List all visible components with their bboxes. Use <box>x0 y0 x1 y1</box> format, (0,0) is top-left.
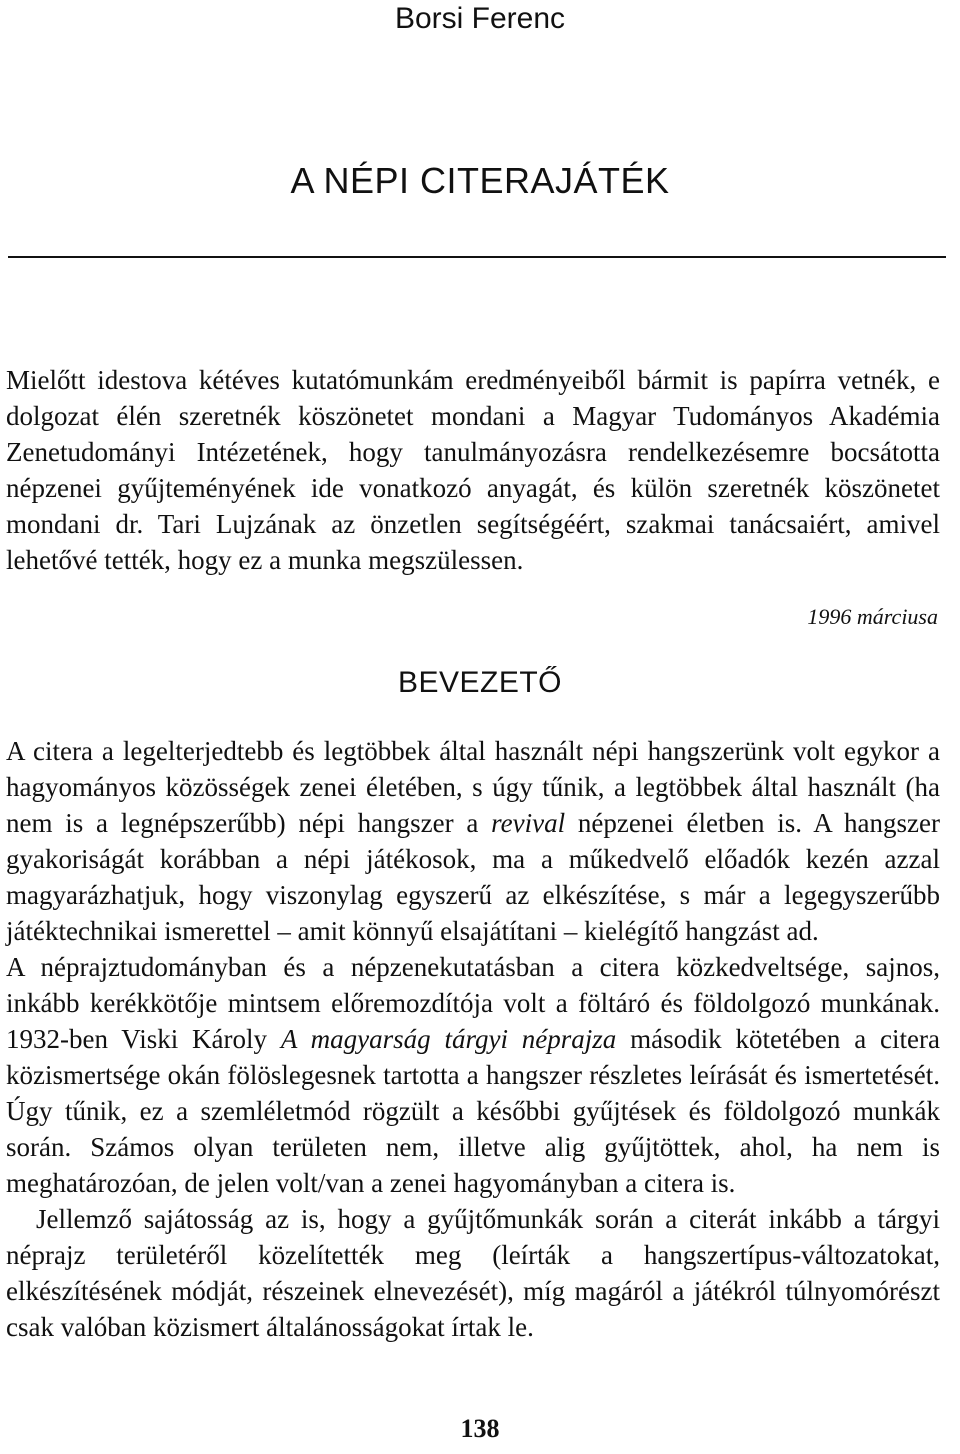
acknowledgement-date: 1996 márciusa <box>807 604 938 629</box>
p1-text-a: A citera a legelterjedtebb és legtöbbek által használt népi hangszerünk volt egykor a hagyományos közösségek zenei életében, s úgy tűnik, a legtöbbek által használt (ha nem is a legnépszerűbb) népi hangszer a <box>6 736 940 838</box>
body-paragraph-2 <box>6 949 940 1201</box>
p1-text-b: népzenei életben is. A hangszer gyakoriságát korábban a népi játékosok, ma a műkedvelő előadók kezén azzal magyarázhatjuk, hogy viszonylag egyszerű az elkészítése, s már a legegyszerűbb játéktechnikai ismerettel – amit könnyű elsajátítani – kielégítő hangzást ad. <box>6 808 940 946</box>
p2-book-title: A magyarság tárgyi néprajza <box>280 1024 617 1054</box>
acknowledgement-paragraph: Mielőtt idestova kétéves kutatómunkám eredményeiből bármit is papírra vetnék, e dolgozat élén szeretnék köszönetet mondani a Magyar Tudományos Akadémia Zenetudományi Intézetének, hogy tanulmányozásra rendelkezésemre bocsátotta népzenei gyűjteményének ide vonatkozó anyagát, és külön szeretnék köszönetet mondani dr. Tari Lujzának az önzetlen segítségéért, szakmai tanácsaiért, amivel lehetővé tették, hogy ez a munka megszülessen. <box>6 365 940 575</box>
author-name: Borsi Ferenc <box>394 2 566 35</box>
page-number: 138 <box>460 1414 500 1443</box>
body-paragraph-1 <box>6 733 940 949</box>
section-body <box>6 733 940 1345</box>
body-paragraph-3: Jellemző sajátosság az is, hogy a gyűjtőmunkák során a citerát inkább a tárgyi néprajz területéről közelítették meg (leírták a hangszertípus-változatokat, elkészítésének módját, részeinek elnevezését), míg magáról a játékról túlnyomórészt csak valóban közismert általánosságokat írtak le. <box>6 1204 940 1342</box>
section-heading: BEVEZETŐ <box>397 666 563 699</box>
article-title: A NÉPI CITERAJÁTÉK <box>290 160 670 201</box>
title-rule <box>8 256 946 258</box>
p2-text-b: második kötetében a citera közismertsége okán fölöslegesnek tartotta a hangszer részletes leírását és ismertetését. Úgy tűnik, ez a szemléletmód rögzült a későbbi gyűjtések és földolgozó munkák során. Számos olyan területen nem, illetve alig gyűjtöttek, ahol, ha nem is meghatározóan, de jelen volt/van a zenei hagyományban a citera is. <box>6 1024 940 1198</box>
p1-emphasis: revival <box>491 808 566 838</box>
p2-text-a: A néprajztudományban és a népzenekutatásban a citera közkedveltsége, sajnos, inkább kerékkötője mintsem előremozdítója volt a föltáró és földolgozó munkának. 1932-ben Viski Károly <box>6 952 940 1054</box>
